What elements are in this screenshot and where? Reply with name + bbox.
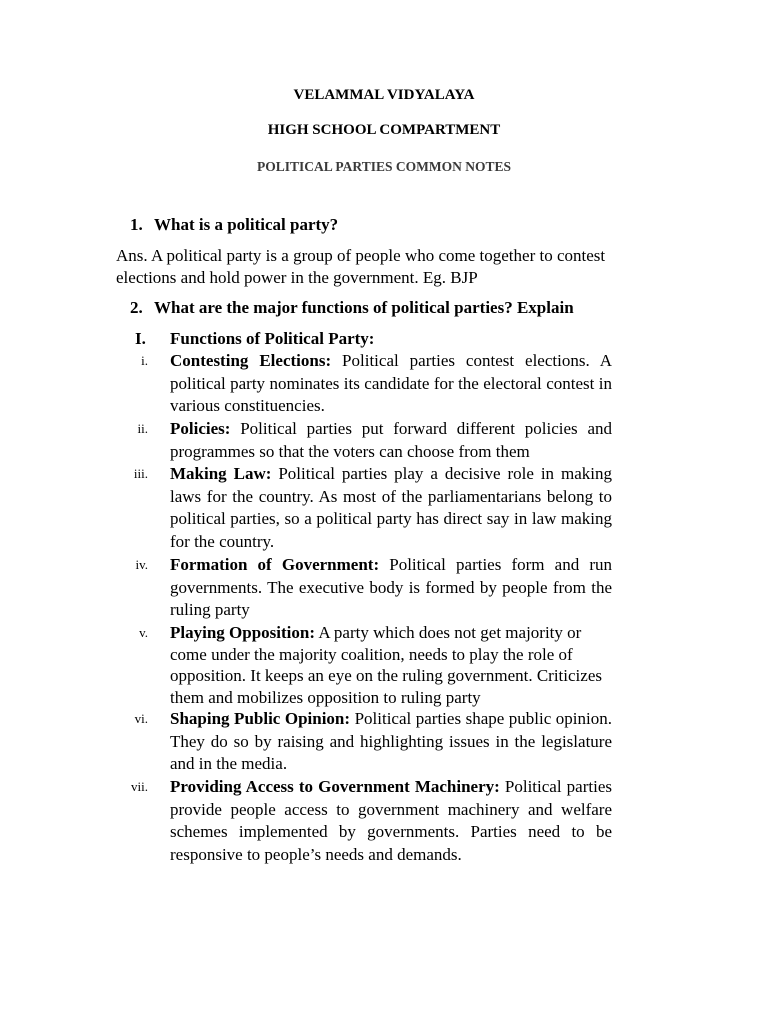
function-label: Providing Access to Government Machinery: bbox=[170, 777, 500, 796]
question-text: What is a political party? bbox=[154, 215, 339, 234]
function-text: Political parties contest elections. A political party nominates its candidate for the electoral contest in various constituencies. bbox=[170, 351, 612, 416]
function-label: Making Law: bbox=[170, 464, 272, 483]
function-body bbox=[170, 622, 612, 708]
list-numeral: iv. bbox=[135, 557, 148, 572]
notes-title: POLITICAL PARTIES COMMON NOTES bbox=[257, 159, 511, 174]
question-number: 2. bbox=[130, 298, 143, 317]
list-numeral: vii. bbox=[131, 779, 148, 794]
section-number: I. bbox=[135, 329, 146, 348]
function-body bbox=[170, 350, 612, 418]
function-text: Political parties play a decisive role in making laws for the country. As most of the parliamentarians belong to political parties, so a political party has direct say in law making for the country. bbox=[170, 464, 612, 551]
section-name: HIGH SCHOOL COMPARTMENT bbox=[267, 122, 501, 138]
function-body bbox=[170, 708, 612, 776]
function-body bbox=[170, 776, 612, 866]
function-body bbox=[170, 418, 612, 463]
function-body bbox=[170, 463, 612, 553]
list-numeral: i. bbox=[141, 353, 148, 368]
function-label: Policies: bbox=[170, 419, 231, 438]
list-numeral: v. bbox=[139, 625, 148, 640]
function-text: Political parties put forward different policies and programmes so that the voters can choose from them bbox=[170, 419, 612, 461]
answer-1: Ans. A political party is a group of people who come together to contest elections and hold power in the government. Eg. BJP bbox=[116, 246, 606, 287]
function-text: A party which does not get majority or come under the majority coalition, needs to play the role of opposition. It keeps an eye on the ruling government. Criticizes them and mobilizes opposition to ruling party bbox=[170, 623, 602, 707]
function-label: Formation of Government: bbox=[170, 555, 380, 574]
list-numeral: ii. bbox=[137, 421, 148, 436]
function-text: Political parties shape public opinion. They do so by raising and highlighting issues in the legislature and in the media. bbox=[170, 709, 612, 774]
function-label: Playing Opposition: bbox=[170, 623, 316, 642]
list-numeral: vi. bbox=[134, 711, 148, 726]
school-name: VELAMMAL VIDYALAYA bbox=[293, 87, 475, 103]
function-label: Contesting Elections: bbox=[170, 351, 332, 370]
section-title: Functions of Political Party: bbox=[170, 329, 375, 348]
question-text: What are the major functions of political parties? Explain bbox=[154, 298, 574, 317]
function-text: Political parties form and run governments. The executive body is formed by people from the ruling party bbox=[170, 555, 612, 620]
function-body bbox=[170, 554, 612, 622]
question-number: 1. bbox=[130, 215, 143, 234]
function-text: Political parties provide people access to government machinery and welfare schemes implemented by governments. Parties need to be responsive to people’s needs and demands. bbox=[170, 777, 612, 864]
function-label: Shaping Public Opinion: bbox=[170, 709, 351, 728]
list-numeral: iii. bbox=[133, 466, 148, 481]
